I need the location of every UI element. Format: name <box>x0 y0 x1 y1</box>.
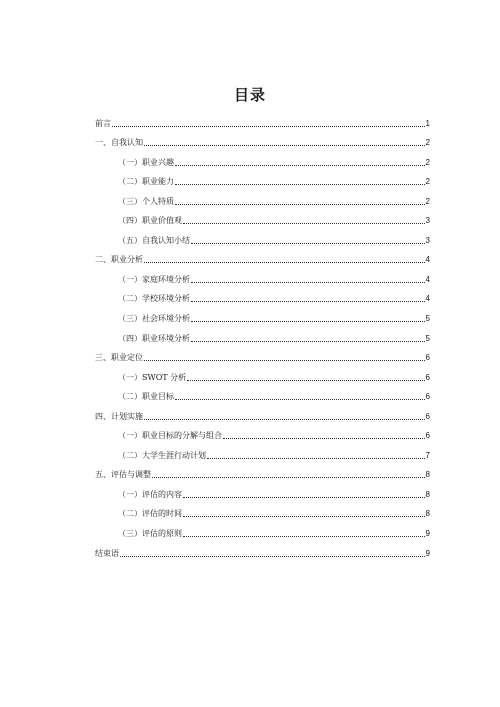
toc-entry-title: （一）评估的内容 <box>118 489 182 499</box>
toc-entry[interactable] <box>95 187 430 207</box>
toc-entry-title: （一）家庭环境分析 <box>118 274 190 284</box>
toc-dot-leader <box>183 216 425 226</box>
toc-dot-leader <box>175 158 425 168</box>
toc-dot-leader <box>144 412 425 422</box>
toc-entry-page-number: 1 <box>425 118 430 128</box>
toc-dot-leader <box>191 275 425 285</box>
toc-title: 目录 <box>233 86 266 104</box>
toc-entry-title: （二）职业目标 <box>118 392 174 402</box>
toc-dot-leader <box>120 549 425 559</box>
toc-entry-title: （四）职业环境分析 <box>118 333 190 343</box>
toc-entry-page-number: 2 <box>425 177 430 187</box>
toc-entry-title: 结束语 <box>95 548 119 558</box>
toc-entry-title: （二）职业能力 <box>118 177 174 187</box>
toc-entry-title: （三）评估的原则 <box>118 529 182 539</box>
toc-entry[interactable] <box>95 344 430 364</box>
toc-entry-title: （二）学校环境分析 <box>118 294 190 304</box>
toc-entry[interactable] <box>95 246 430 266</box>
toc-entry[interactable] <box>95 363 430 383</box>
toc-entry[interactable] <box>95 129 430 149</box>
toc-entry-title: （四）职业价值观 <box>118 216 182 226</box>
toc-list <box>95 109 430 559</box>
toc-dot-leader <box>175 177 425 187</box>
toc-entry-page-number: 8 <box>425 489 430 499</box>
toc-entry-page-number: 6 <box>425 411 430 421</box>
toc-entry-page-number: 5 <box>425 314 430 324</box>
toc-entry-title: （一）职业目标的分解与组合 <box>118 431 222 441</box>
toc-entry-page-number: 5 <box>425 333 430 343</box>
toc-entry-title: 二、职业分析 <box>95 255 143 265</box>
toc-entry-title: 前言 <box>95 118 111 128</box>
toc-entry-page-number: 8 <box>425 470 430 480</box>
toc-entry-page-number: 6 <box>425 372 430 382</box>
toc-entry-title: 三、职业定位 <box>95 353 143 363</box>
toc-entry[interactable] <box>95 539 430 559</box>
toc-entry[interactable] <box>95 500 430 520</box>
toc-entry-title: （五）自我认知小结 <box>118 235 190 245</box>
toc-entry-page-number: 2 <box>425 196 430 206</box>
toc-dot-leader <box>175 392 425 402</box>
toc-dot-leader <box>144 353 425 363</box>
toc-entry-title: （一）职业兴趣 <box>118 157 174 167</box>
toc-entry-page-number: 9 <box>425 548 430 558</box>
toc-entry[interactable] <box>95 480 430 500</box>
toc-entry[interactable] <box>95 285 430 305</box>
toc-entry-page-number: 2 <box>425 138 430 148</box>
toc-dot-leader <box>191 314 425 324</box>
toc-entry-title: （一）SWOT 分析 <box>118 372 187 382</box>
toc-entry-title: （二）评估的时间 <box>118 509 182 519</box>
toc-entry-title: （三）个人特质 <box>118 196 174 206</box>
toc-entry-page-number: 4 <box>425 255 430 265</box>
toc-entry-title: （三）社会环境分析 <box>118 314 190 324</box>
toc-entry-page-number: 6 <box>425 353 430 363</box>
toc-entry-page-number: 4 <box>425 294 430 304</box>
toc-entry[interactable] <box>95 265 430 285</box>
toc-entry[interactable] <box>95 168 430 188</box>
toc-dot-leader <box>223 431 425 441</box>
toc-entry-page-number: 6 <box>425 431 430 441</box>
toc-entry[interactable] <box>95 461 430 481</box>
toc-dot-leader <box>207 451 425 461</box>
toc-entry-page-number: 4 <box>425 274 430 284</box>
toc-dot-leader <box>187 373 424 383</box>
toc-dot-leader <box>183 490 425 500</box>
toc-entry[interactable] <box>95 519 430 539</box>
toc-dot-leader <box>191 294 425 304</box>
toc-entry-title: （二）大学生涯行动计划 <box>118 450 206 460</box>
toc-entry-page-number: 6 <box>425 392 430 402</box>
toc-entry[interactable] <box>95 441 430 461</box>
toc-dot-leader <box>175 197 425 207</box>
toc-entry-title: 一、自我认知 <box>95 138 143 148</box>
toc-dot-leader <box>144 255 425 265</box>
toc-entry[interactable] <box>95 148 430 168</box>
toc-entry[interactable] <box>95 109 430 129</box>
toc-entry[interactable] <box>95 383 430 403</box>
toc-dot-leader <box>183 529 425 539</box>
toc-entry[interactable] <box>95 402 430 422</box>
toc-entry-page-number: 3 <box>425 216 430 226</box>
toc-entry-title: 五、评估与调整 <box>95 470 151 480</box>
toc-dot-leader <box>191 236 425 246</box>
toc-dot-leader <box>152 470 425 480</box>
toc-entry[interactable] <box>95 304 430 324</box>
toc-entry-page-number: 8 <box>425 509 430 519</box>
toc-entry[interactable] <box>95 207 430 227</box>
toc-entry[interactable] <box>95 324 430 344</box>
toc-dot-leader <box>191 334 425 344</box>
toc-dot-leader <box>183 509 425 519</box>
toc-entry[interactable] <box>95 226 430 246</box>
toc-entry-title: 四、计划实施 <box>95 411 143 421</box>
toc-entry-page-number: 2 <box>425 157 430 167</box>
toc-entry[interactable] <box>95 422 430 442</box>
toc-entry-page-number: 9 <box>425 529 430 539</box>
toc-entry-page-number: 3 <box>425 235 430 245</box>
toc-entry-page-number: 7 <box>425 450 430 460</box>
toc-dot-leader <box>112 119 425 129</box>
toc-dot-leader <box>144 138 425 148</box>
